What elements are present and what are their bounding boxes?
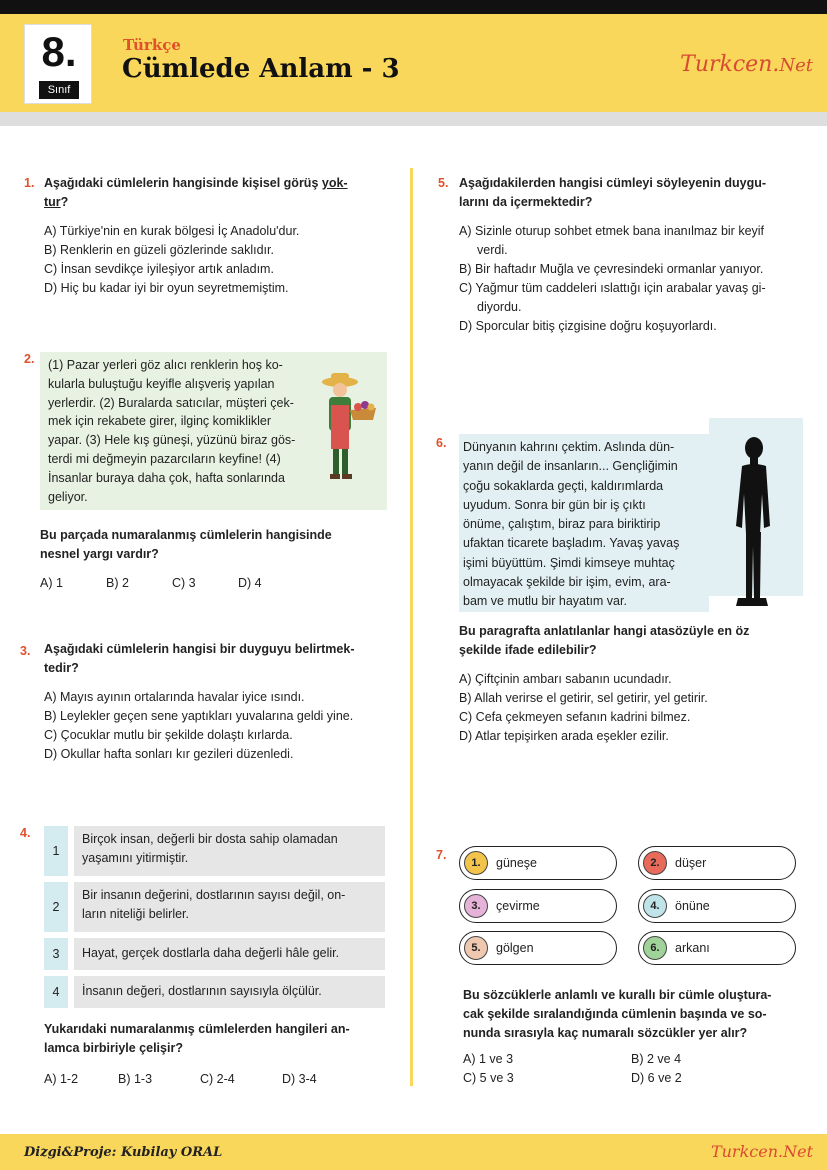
brand-suffix: Net [779,55,813,76]
word-number-badge: 6. [643,936,667,960]
option-c[interactable]: C) 3 [172,576,196,590]
word-text: gölgen [496,941,534,955]
grade-badge [24,24,92,104]
numbered-sentence [74,882,385,932]
sentence-line: Birçok insan, değerli bir dosta sahip olamadan [82,832,338,846]
question-line: larını da içermektedir? [459,195,593,209]
passage-line: terdi mi değmeyin pazarcıların keyfine! (4) [48,451,281,466]
brand-logo [680,52,813,77]
sentence-line: ların niteliği belirler. [82,907,189,921]
question-line: Yukarıdaki numaralanmış cümlelerden hangileri an- [44,1022,350,1036]
option-list [44,1072,384,1090]
option-d[interactable]: D) Okullar hafta sonları kır gezileri düzenledi. [44,747,294,761]
passage-line: önüme, çalıştım, biraz para biriktirip [463,517,661,532]
sentence-line: Hayat, gerçek dostlarla daha değerli hâle gelir. [82,946,340,960]
question-line: lamca birbiriyle çelişir? [44,1041,183,1055]
question-number: 2. [24,352,35,366]
page-title: Cümlede Anlam - 3 [122,54,400,84]
passage-line: Dünyanın kahrını çektim. Aslında dün- [463,440,675,454]
question-text [44,1020,388,1058]
question-number: 1. [24,176,35,190]
option-b[interactable]: B) 1-3 [118,1072,153,1086]
word-text: çevirme [496,899,540,913]
passage-line: kularla buluştuğu keyifle alışveriş yapılan [48,376,275,391]
sentence-line: yaşamını yitirmiştir. [82,851,189,865]
word-text: arkanı [675,941,710,955]
word-number-badge: 3. [464,894,488,918]
sentence-number: 1 [44,826,68,876]
word-card [638,846,796,880]
option-d[interactable]: D) Hiç bu kadar iyi bir oyun seyretmemiştim. [44,281,289,295]
question-number: 5. [438,176,449,190]
option-d[interactable]: D) 3-4 [282,1072,317,1086]
option-a[interactable]: A) Sizinle oturup sohbet etmek bana inanılmaz bir keyif [459,224,765,238]
question-text-part: Aşağıdaki cümlelerin hangisinde kişisel görüş [44,176,322,190]
footer-brand-main: Turkcen. [710,1142,784,1161]
option-d[interactable]: D) 4 [238,576,262,590]
question-text [44,640,388,678]
question-text-part: ? [60,195,69,209]
question-number: 6. [436,436,447,450]
question-line: nesnel yargı vardır? [40,547,159,561]
footer-brand-suffix: Net [783,1142,813,1161]
passage-line: yapar. (3) Hele kış güneşi, yüzünü biraz gös- [48,433,296,448]
question-line: cak şekilde sıralandığında cümlenin başında ve so- [463,1007,767,1021]
word-text: güneşe [496,856,538,870]
word-card [459,931,617,965]
footer-credit: Dizgi&Proje: Kubilay ORAL [24,1145,223,1160]
question-number: 7. [436,848,447,862]
page-header [0,14,827,112]
question-underlined: tur [44,195,61,209]
option-c[interactable]: C) Yağmur tüm caddeleri ıslattığı için arabalar yavaş gi- [459,281,766,295]
subject-label: Türkçe [123,36,181,54]
numbered-sentence [74,938,385,970]
sentence-number: 2 [44,882,68,932]
question-line: Aşağıdakilerden hangisi cümleyi söyleyenin duygu- [459,176,767,190]
passage-line: İnsanlar buraya daha çok, hafta sonlarında [48,470,285,485]
word-number-badge: 5. [464,936,488,960]
passage-text [463,438,707,612]
passage-line: çoğu sokaklarda geçti, kaldırımlarda [463,478,664,493]
sentence-line: Bir insanın değerini, dostlarının sayısı değil, on- [82,888,346,902]
passage-line: (1) Pazar yerleri göz alıcı renklerin hoş ko- [48,358,283,372]
option-a-cont: verdi. [477,243,508,257]
word-text: önüne [675,899,710,913]
option-list [44,688,353,764]
question-line: tedir? [44,661,79,675]
passage-line: yerlerdir. (2) Buralarda satıcılar, müşteri çek- [48,395,294,410]
word-card [638,931,796,965]
market-vendor-illustration [318,370,382,488]
word-number-badge: 1. [464,851,488,875]
question-text [459,174,803,212]
option-c-cont: diyordu. [477,300,522,314]
option-b[interactable]: B) 2 [106,576,129,590]
option-d[interactable]: D) Atlar tepişirken arada eşekler ezilir. [459,729,669,743]
word-card [459,846,617,880]
option-list [459,670,708,746]
option-a[interactable]: A) 1-2 [44,1072,79,1086]
question-line: nunda sırasıyla kaç numaralı sözcükler yer alır? [463,1026,748,1040]
option-a[interactable]: A) 1 ve 3 [463,1052,514,1066]
sentence-number: 4 [44,976,68,1008]
option-b[interactable]: B) Leylekler geçen sene yaptıkları yuvalarına geldi yine. [44,709,354,723]
sentence-line: İnsanın değeri, dostlarının sayısıyla ölçülür. [82,984,322,998]
page-footer [0,1134,827,1170]
option-list [44,222,299,298]
option-b[interactable]: B) Renklerin en güzeli gözlerinde saklıdır. [44,243,274,257]
option-a[interactable]: A) Türkiye'nin en kurak bölgesi İç Anadolu'dur. [44,224,300,238]
option-b[interactable]: B) Allah verirse el getirir, sel getirir, yel getirir. [459,691,708,705]
numbered-sentence [74,826,385,876]
footer-brand-logo [711,1142,813,1161]
passage-line: olmayacak şekilde bir işim, evim, ara- [463,575,671,590]
grade-label: Sınıf [39,81,79,99]
man-silhouette-illustration [730,434,780,608]
question-line: şekilde ifade edilebilir? [459,643,597,657]
passage-line: uyudum. Sonra bir gün bir iş çıktı [463,497,646,512]
option-b[interactable]: B) 2 ve 4 [631,1052,682,1066]
option-c[interactable]: C) 2-4 [200,1072,235,1086]
question-text [459,622,803,660]
option-c[interactable]: C) 5 ve 3 [463,1071,514,1085]
question-line: Aşağıdaki cümlelerin hangisi bir duyguyu belirtmek- [44,642,355,656]
question-number: 3. [20,644,31,658]
brand-main: Turkcen. [680,52,780,77]
passage-line: ufaktan ticarete başladım. Yavaş yavaş [463,536,680,551]
word-card [459,889,617,923]
sentence-number: 3 [44,938,68,970]
numbered-sentence [74,976,385,1008]
top-black-bar [0,0,827,14]
passage-line: mek için rekabete girer, ilginç komiklikler [48,414,271,429]
passage-text [48,356,318,506]
word-number-badge: 2. [643,851,667,875]
option-d[interactable]: D) 6 ve 2 [631,1071,682,1085]
question-line: Bu paragrafta anlatılanlar hangi atasözüyle en öz [459,624,750,638]
column-divider [410,168,413,1086]
option-list [40,576,380,594]
passage-line: geliyor. [48,489,88,504]
passage-line: bam ve mutlu bir hayatım var. [463,594,627,609]
question-text [463,986,803,1043]
question-underlined: yok- [321,176,348,190]
word-card [638,889,796,923]
option-c[interactable]: C) Cefa çekmeyen sefanın kadrini bilmez. [459,710,691,724]
option-d[interactable]: D) Sporcular bitiş çizgisine doğru koşuyorlardı. [459,319,717,333]
word-number-badge: 4. [643,894,667,918]
option-a[interactable]: A) Mayıs ayının ortalarında havalar iyice ısındı. [44,690,305,704]
passage-line: yanın değil de insanların... Gençliğimin [463,459,678,474]
question-number: 4. [20,826,31,840]
question-text [40,526,388,564]
header-grey-band [0,112,827,126]
option-a[interactable]: A) 1 [40,576,63,590]
question-line: Bu parçada numaralanmış cümlelerin hangisinde [40,528,332,542]
option-c[interactable]: C) İnsan sevdikçe iyileşiyor artık anladım. [44,262,274,276]
option-a[interactable]: A) Çiftçinin ambarı sabanın ucundadır. [459,672,672,686]
word-text: düşer [675,856,707,870]
option-c[interactable]: C) Çocuklar mutlu bir şekilde dolaştı kırlarda. [44,728,293,742]
grade-number: 8. [41,28,77,75]
passage-line: işimi büyüttüm. Şimdi kimseye muhtaç [463,555,675,570]
option-b[interactable]: B) Bir haftadır Muğla ve çevresindeki ormanlar yanıyor. [459,262,764,276]
question-text [44,174,386,212]
option-list [463,1052,793,1090]
question-line: Bu sözcüklerle anlamlı ve kurallı bir cümle oluştura- [463,988,772,1002]
option-list [459,222,766,336]
